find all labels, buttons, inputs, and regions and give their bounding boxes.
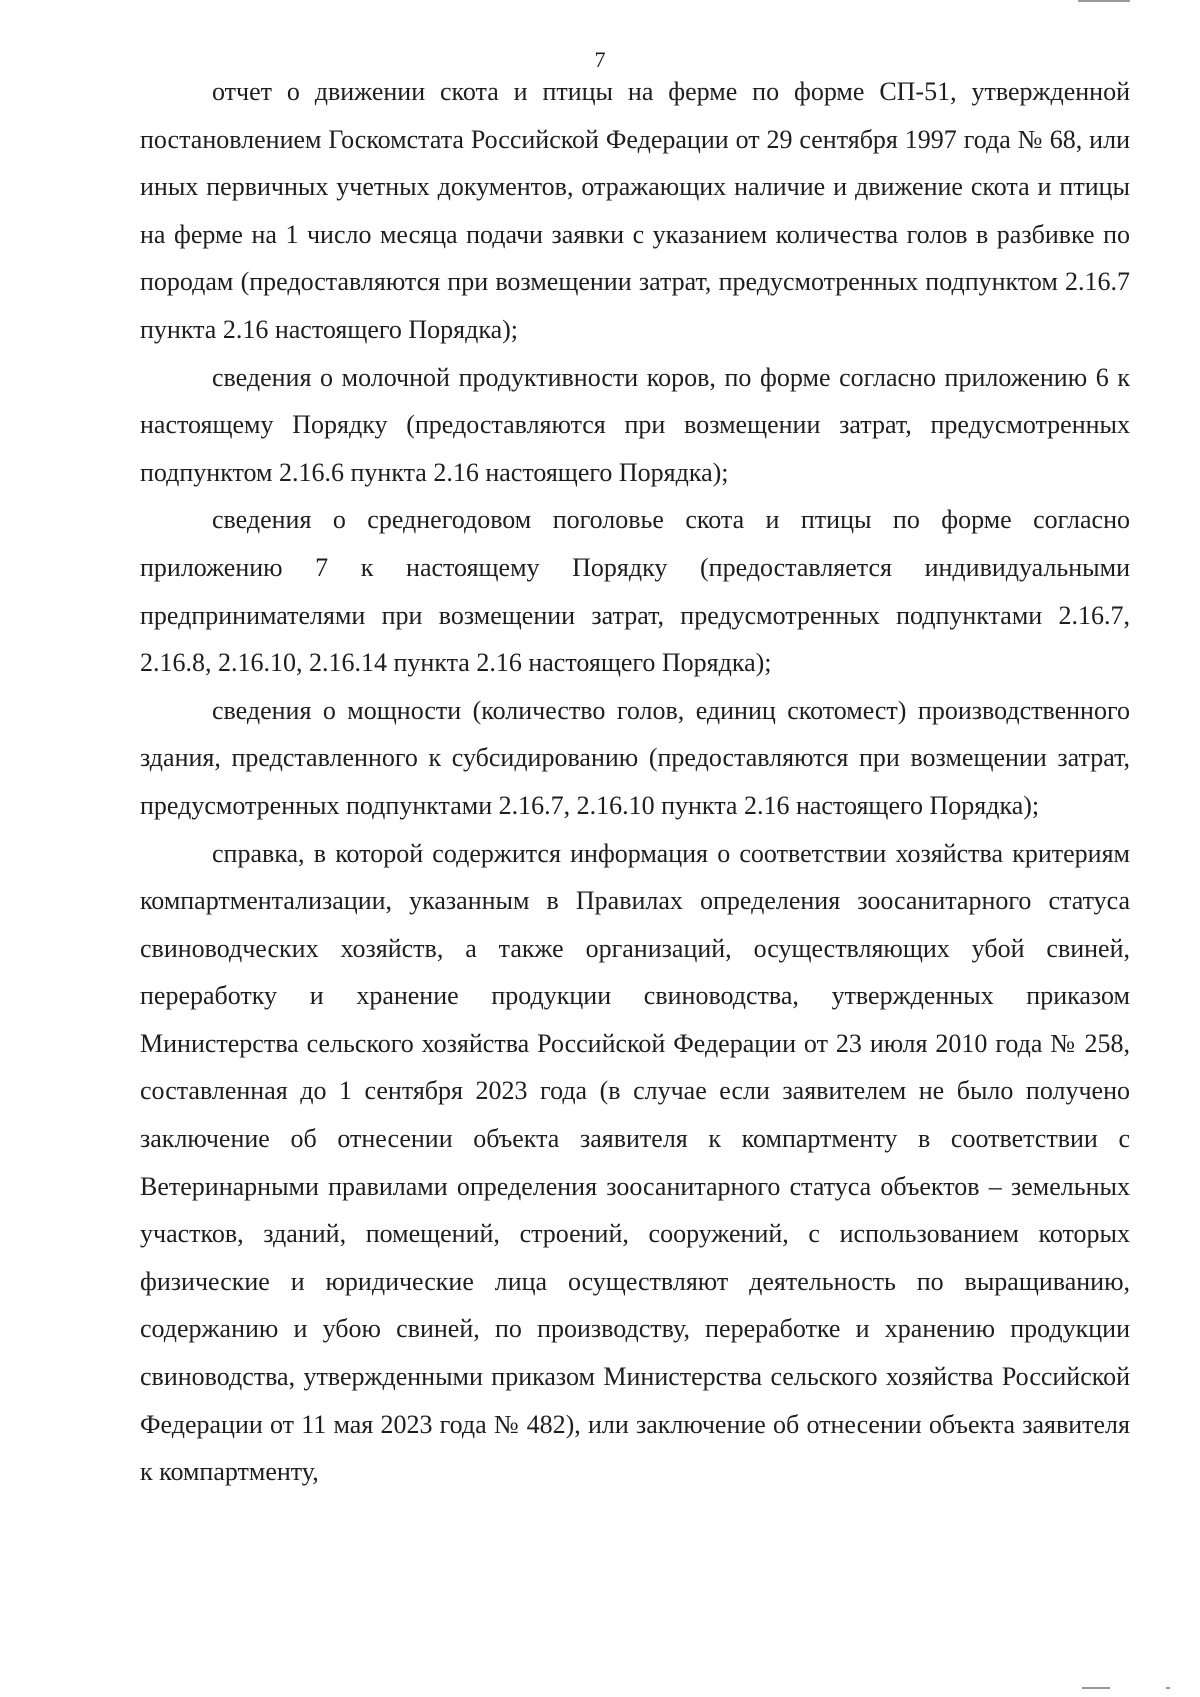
paragraph-compartmentalization-certificate: справка, в которой содержится информация о соответствии хозяйства критериям компартментализации, указанным в Правилах определения зоосанитарного статуса свиноводческих хозяйств, а также организаций, осуществляющих убой свиней, переработку и хранение продукции свиноводства, утвержденных приказом Министерства сельского хозяйства Российской Федерации от 23 июля 2010 года № 258, составленная до 1 сентября 2023 года (в случае если заявителем не было получено заключение об отнесении объекта заявителя к компартменту в соответствии с Ветеринарными правилами определения зоосанитарного статуса объектов – земельных участков, зданий, помещений, строений, сооружений, с использованием которых физические и юридические лица осуществляют деятельность по выращиванию, содержанию и убою свиней, по производству, переработке и хранению продукции свиноводства, утвержденными приказом Министерства сельского хозяйства Российской Федерации от 11 мая 2023 года № 482), или заключение об отнесении объекта заявителя к компартменту,	[140, 838, 1130, 1487]
paragraph-average-livestock: сведения о среднегодовом поголовье скота и птицы по форме согласно приложению 7 к настоящему Порядку (предоставляется индивидуальными предпринимателями при возмещении затрат, предусмотренных подпунктами 2.16.7, 2.16.8, 2.16.10, 2.16.14 пункта 2.16 настоящего Порядка);	[140, 505, 1130, 678]
paragraph-building-capacity: сведения о мощности (количество голов, единиц скотомест) производственного здания, представленного к субсидированию (предоставляются при возмещении затрат, предусмотренных подпунктами 2.16.7, 2.16.10 пункта 2.16 настоящего Порядка);	[140, 695, 1130, 820]
scan-artifact-bottom-dot	[1166, 1687, 1170, 1689]
paragraph-milk-productivity: сведения о молочной продуктивности коров, по форме согласно приложению 6 к настоящему Порядку (предоставляются при возмещении затрат, предусмотренных подпунктом 2.16.6 пункта 2.16 настоящего Порядка);	[140, 362, 1130, 487]
paragraph-sp51-report: отчет о движении скота и птицы на ферме по форме СП-51, утвержденной постановлением Госкомстата Российской Федерации от 29 сентября 1997 года № 68, или иных первичных учетных документов, отражающих наличие и движение скота и птицы на ферме на 1 число месяца подачи заявки с указанием количества голов в разбивке по породам (предоставляются при возмещении затрат, предусмотренных подпунктом 2.16.7 пункта 2.16 настоящего Порядка);	[140, 77, 1130, 344]
document-body	[140, 68, 1130, 1496]
scan-artifact-top	[1078, 0, 1130, 2]
page-number: 7	[594, 47, 606, 72]
scan-artifact-bottom	[1082, 1687, 1110, 1689]
